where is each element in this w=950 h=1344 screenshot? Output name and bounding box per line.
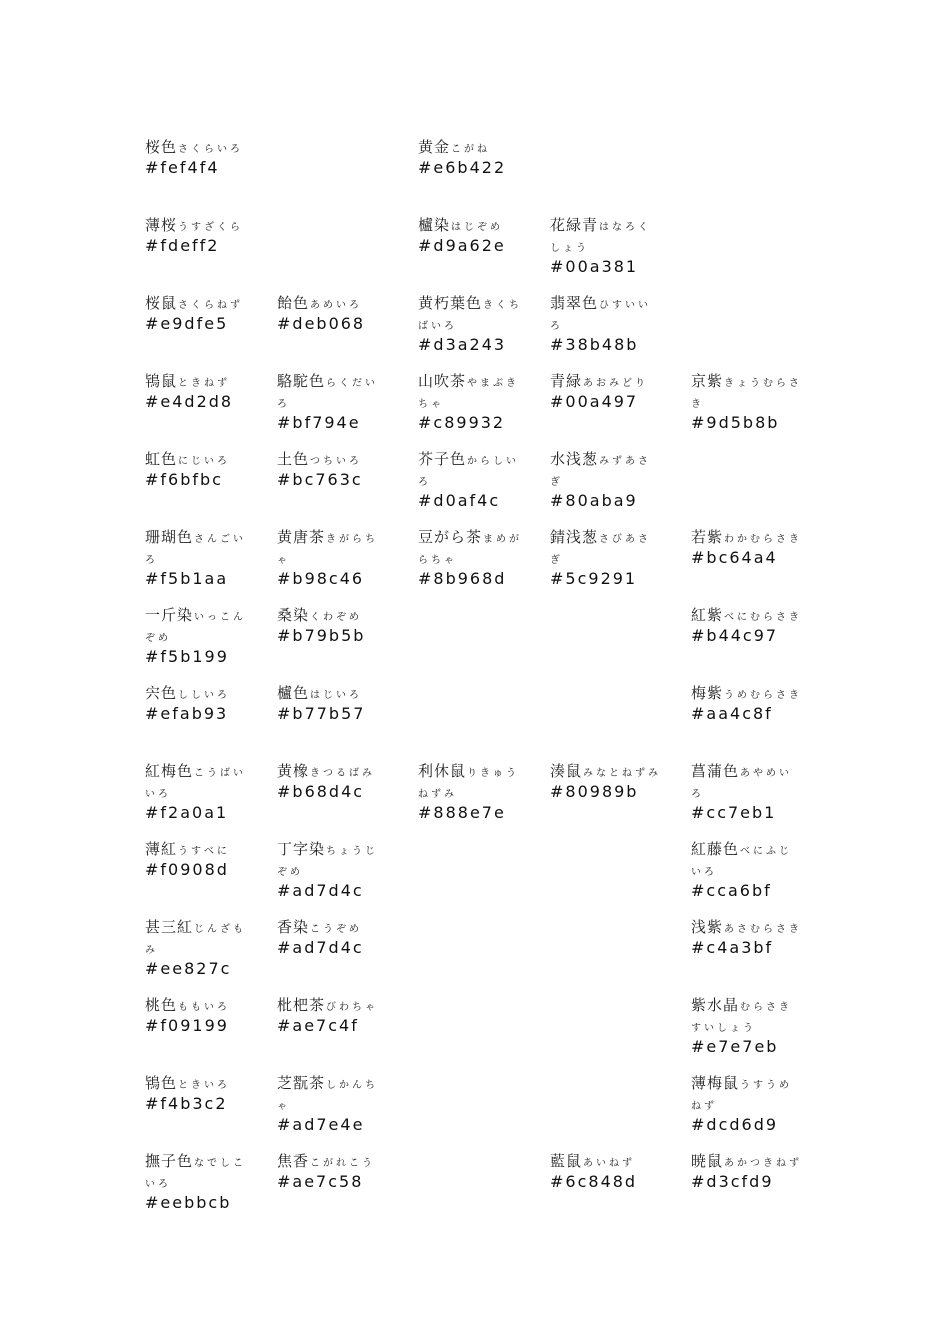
color-entry — [691, 372, 803, 432]
color-reading: あめいろ — [310, 300, 363, 311]
color-name: 紫水晶 — [691, 996, 740, 1014]
color-hex-code: #8b968d — [418, 569, 507, 588]
color-reading: うめむらさき — [724, 690, 803, 701]
color-reading: きがらちゃ — [277, 534, 379, 566]
color-hex-code: #80989b — [550, 782, 639, 801]
color-reading: はなろくしょう — [550, 222, 652, 254]
color-name: 黄唐茶 — [277, 528, 326, 546]
color-reading: はじぞめ — [451, 222, 504, 233]
color-entry — [277, 606, 389, 645]
color-name: 鴇色 — [145, 1074, 178, 1092]
color-entry — [145, 684, 257, 723]
color-name-line — [277, 762, 389, 783]
color-hex-code: #f5b199 — [145, 647, 229, 666]
color-hex-code: #ee827c — [145, 959, 232, 978]
color-reading: さびあさぎ — [550, 534, 652, 566]
color-name: 梅紫 — [691, 684, 724, 702]
color-entry — [277, 528, 389, 588]
color-entry — [418, 216, 530, 255]
color-entry — [277, 996, 389, 1035]
color-name-line — [550, 528, 662, 570]
color-entry — [418, 372, 530, 432]
color-name: 桃色 — [145, 996, 178, 1014]
color-reading: きょうむらさき — [691, 378, 803, 410]
color-hex-code: #ad7d4c — [277, 938, 364, 957]
color-name-line — [691, 762, 803, 804]
color-name-line — [145, 294, 257, 315]
color-reading: ちょうじぞめ — [277, 846, 379, 878]
color-reading: あおみどり — [583, 378, 649, 389]
color-reading: いっこんぞめ — [145, 612, 247, 644]
color-hex-code: #b44c97 — [691, 626, 779, 645]
color-name-line — [691, 840, 803, 882]
color-name-line — [145, 762, 257, 804]
color-reading: まめがらちゃ — [418, 534, 523, 566]
color-reading: あかつきねず — [724, 1158, 803, 1169]
color-reading: わかむらさき — [724, 534, 803, 545]
color-name: 焦香 — [277, 1152, 310, 1170]
color-entry — [145, 606, 257, 666]
color-entry — [277, 372, 389, 432]
color-name: 青緑 — [550, 372, 583, 390]
color-name: 暁鼠 — [691, 1152, 724, 1170]
color-name: 桜鼠 — [145, 294, 178, 312]
color-name: 紅梅色 — [145, 762, 194, 780]
color-name: 櫨染 — [418, 216, 451, 234]
color-reading: らくだいろ — [277, 378, 379, 410]
color-hex-code: #d3a243 — [418, 335, 507, 354]
color-reading: あやめいろ — [691, 768, 793, 800]
color-name: 一斤染 — [145, 606, 194, 624]
color-entry — [145, 996, 257, 1035]
color-name: 紅紫 — [691, 606, 724, 624]
color-name: 芥子色 — [418, 450, 467, 468]
color-entry — [145, 138, 257, 177]
color-hex-code: #ae7c58 — [277, 1172, 364, 1191]
color-name-line — [691, 918, 803, 939]
color-name-line — [550, 1152, 662, 1173]
color-name-line — [691, 528, 803, 549]
color-hex-code: #bf794e — [277, 413, 361, 432]
color-name-line — [691, 684, 803, 705]
color-reading: あさむらさき — [724, 924, 803, 935]
color-name: 黄金 — [418, 138, 451, 156]
color-hex-code: #d0af4c — [418, 491, 501, 510]
color-name: 薄紅 — [145, 840, 178, 858]
color-name: 宍色 — [145, 684, 178, 702]
color-reading: さくらいろ — [178, 144, 244, 155]
color-name-line — [691, 1074, 803, 1116]
color-entry — [550, 1152, 662, 1191]
color-reading: ししいろ — [178, 690, 231, 701]
color-entry — [691, 918, 803, 957]
color-name-line — [550, 450, 662, 492]
color-reading: からしいろ — [418, 456, 520, 488]
color-name: 翡翠色 — [550, 294, 599, 312]
color-reading: あいねず — [583, 1158, 636, 1169]
color-reading: うすうめねず — [691, 1080, 793, 1112]
color-name-line — [418, 762, 530, 804]
color-entry — [550, 450, 662, 510]
color-hex-code: #efab93 — [145, 704, 229, 723]
color-hex-code: #f5b1aa — [145, 569, 229, 588]
color-hex-code: #eebbcb — [145, 1193, 232, 1212]
color-reading: こがね — [451, 144, 491, 155]
color-entry — [550, 762, 662, 801]
color-reading: やまぶきちゃ — [418, 378, 520, 410]
color-hex-code: #d9a62e — [418, 236, 506, 255]
color-name: 珊瑚色 — [145, 528, 194, 546]
color-name-line — [145, 138, 257, 159]
color-entry — [691, 606, 803, 645]
color-name: 鴇鼠 — [145, 372, 178, 390]
color-hex-code: #e9dfe5 — [145, 314, 229, 333]
color-reading: ももいろ — [178, 1002, 231, 1013]
color-entry — [691, 1152, 803, 1191]
color-hex-code: #38b48b — [550, 335, 639, 354]
color-reading: ときいろ — [178, 1080, 231, 1091]
color-reading: にじいろ — [178, 456, 231, 467]
color-name-line — [277, 372, 389, 414]
color-name: 山吹茶 — [418, 372, 467, 390]
color-name-line — [418, 528, 530, 570]
color-name: 紅藤色 — [691, 840, 740, 858]
color-reading: むらさきすいしょう — [691, 1002, 793, 1034]
color-hex-code: #e7e7eb — [691, 1037, 779, 1056]
color-reading: こうぞめ — [310, 924, 363, 935]
color-entry — [550, 294, 662, 354]
color-reading: つちいろ — [310, 456, 363, 467]
color-hex-code: #deb068 — [277, 314, 366, 333]
color-name: 甚三紅 — [145, 918, 194, 936]
color-entry — [277, 450, 389, 489]
color-name: 菖蒲色 — [691, 762, 740, 780]
color-entry — [691, 1074, 803, 1134]
color-reading: ときねず — [178, 378, 231, 389]
color-hex-code: #00a381 — [550, 257, 639, 276]
color-reading: べにむらさき — [724, 612, 803, 623]
color-name-line — [550, 216, 662, 258]
color-hex-code: #cca6bf — [691, 881, 772, 900]
color-name: 錆浅葱 — [550, 528, 599, 546]
color-hex-code: #9d5b8b — [691, 413, 780, 432]
color-name: 虹色 — [145, 450, 178, 468]
color-hex-code: #c4a3bf — [691, 938, 774, 957]
color-name: 薄梅鼠 — [691, 1074, 740, 1092]
color-entry — [418, 138, 530, 177]
color-name-line — [277, 1152, 389, 1173]
color-name-line — [418, 450, 530, 492]
color-name-line — [145, 996, 257, 1017]
color-name-line — [418, 216, 530, 237]
color-entry — [145, 294, 257, 333]
color-name-line — [418, 372, 530, 414]
color-entry — [418, 450, 530, 510]
color-name: 撫子色 — [145, 1152, 194, 1170]
color-entry — [277, 1152, 389, 1191]
color-hex-code: #6c848d — [550, 1172, 638, 1191]
color-name: 若紫 — [691, 528, 724, 546]
color-reading: なでしこいろ — [145, 1158, 247, 1190]
color-hex-code: #80aba9 — [550, 491, 638, 510]
color-entry — [145, 1152, 257, 1212]
color-name-line — [277, 840, 389, 882]
color-name-line — [277, 918, 389, 939]
color-hex-code: #e4d2d8 — [145, 392, 234, 411]
color-hex-code: #c89932 — [418, 413, 506, 432]
color-entry — [145, 762, 257, 822]
color-reading: しかんちゃ — [277, 1080, 379, 1112]
color-entry — [277, 684, 389, 723]
color-hex-code: #dcd6d9 — [691, 1115, 779, 1134]
color-name-line — [691, 606, 803, 627]
color-hex-code: #bc64a4 — [691, 548, 778, 567]
color-entry — [691, 528, 803, 567]
color-hex-code: #b79b5b — [277, 626, 366, 645]
color-name: 桜色 — [145, 138, 178, 156]
color-name: 利休鼠 — [418, 762, 467, 780]
color-reading: はじいろ — [310, 690, 363, 701]
color-name-line — [145, 372, 257, 393]
color-entry — [145, 528, 257, 588]
color-name: 枇杷茶 — [277, 996, 326, 1014]
color-name-line — [550, 762, 662, 783]
color-name-line — [277, 294, 389, 315]
color-reading: みずあさぎ — [550, 456, 652, 488]
color-name-line — [277, 996, 389, 1017]
color-name-line — [550, 372, 662, 393]
color-name-line — [145, 528, 257, 570]
color-entry — [691, 762, 803, 822]
color-reading: こがれこう — [310, 1158, 376, 1169]
color-hex-code: #cc7eb1 — [691, 803, 777, 822]
color-hex-code: #5c9291 — [550, 569, 638, 588]
color-entry — [550, 528, 662, 588]
color-name-line — [691, 996, 803, 1038]
color-hex-code: #aa4c8f — [691, 704, 773, 723]
color-reading: びわちゃ — [326, 1002, 379, 1013]
color-name: 花緑青 — [550, 216, 599, 234]
color-entry — [277, 294, 389, 333]
color-name: 芝翫茶 — [277, 1074, 326, 1092]
color-reading: こうばいいろ — [145, 768, 247, 800]
color-entry — [418, 762, 530, 822]
color-reading: べにふじいろ — [691, 846, 793, 878]
color-entry — [418, 294, 530, 354]
color-name: 土色 — [277, 450, 310, 468]
color-name-line — [145, 684, 257, 705]
color-reading: きくちばいろ — [418, 300, 523, 332]
color-name-line — [277, 606, 389, 627]
color-name: 桑染 — [277, 606, 310, 624]
color-name-line — [277, 528, 389, 570]
color-reading: じんざもみ — [145, 924, 247, 956]
color-entry — [550, 216, 662, 276]
color-entry — [691, 684, 803, 723]
color-name-line — [418, 138, 530, 159]
color-entry — [145, 216, 257, 255]
color-name: 水浅葱 — [550, 450, 599, 468]
color-name-line — [145, 918, 257, 960]
color-hex-code: #f0908d — [145, 860, 229, 879]
color-reading: さんごいろ — [145, 534, 247, 566]
color-hex-code: #b98c46 — [277, 569, 365, 588]
color-name-line — [145, 216, 257, 237]
color-name: 浅紫 — [691, 918, 724, 936]
color-name: 飴色 — [277, 294, 310, 312]
color-entry — [691, 996, 803, 1056]
color-entry — [277, 840, 389, 900]
color-entry — [145, 840, 257, 879]
color-name-line — [277, 684, 389, 705]
color-name-line — [145, 450, 257, 471]
color-name-line — [550, 294, 662, 336]
color-name-line — [277, 450, 389, 471]
color-reading: うすざくら — [178, 222, 244, 233]
color-hex-code: #f2a0a1 — [145, 803, 229, 822]
color-reading: りきゅうねずみ — [418, 768, 520, 800]
color-name: 豆がら茶 — [418, 528, 483, 546]
color-name: 藍鼠 — [550, 1152, 583, 1170]
color-name: 湊鼠 — [550, 762, 583, 780]
color-reading: ひすいいろ — [550, 300, 652, 332]
color-name-line — [277, 1074, 389, 1116]
color-name-line — [691, 372, 803, 414]
color-hex-code: #d3cfd9 — [691, 1172, 774, 1191]
color-entry — [691, 840, 803, 900]
color-entry — [145, 450, 257, 489]
color-name-line — [145, 840, 257, 861]
color-hex-code: #fef4f4 — [145, 158, 220, 177]
color-entry — [550, 372, 662, 411]
color-entry — [145, 372, 257, 411]
color-name: 丁字染 — [277, 840, 326, 858]
color-name: 黄朽葉色 — [418, 294, 483, 312]
color-reading: さくらねず — [178, 300, 244, 311]
color-hex-code: #fdeff2 — [145, 236, 220, 255]
color-hex-code: #bc763c — [277, 470, 363, 489]
color-entry — [277, 1074, 389, 1134]
color-hex-code: #ae7c4f — [277, 1016, 359, 1035]
color-hex-code: #f6bfbc — [145, 470, 223, 489]
color-reading: うすべに — [178, 846, 230, 857]
color-entry — [418, 528, 530, 588]
color-hex-code: #e6b422 — [418, 158, 507, 177]
color-hex-code: #ad7d4c — [277, 881, 364, 900]
color-entry — [277, 918, 389, 957]
color-name-line — [418, 294, 530, 336]
color-hex-code: #f4b3c2 — [145, 1094, 228, 1113]
color-hex-code: #ad7e4e — [277, 1115, 365, 1134]
color-hex-code: #00a497 — [550, 392, 639, 411]
color-reading: くわぞめ — [310, 612, 363, 623]
color-name-line — [145, 606, 257, 648]
color-entry — [277, 762, 389, 801]
color-hex-code: #f09199 — [145, 1016, 229, 1035]
color-name: 駱駝色 — [277, 372, 326, 390]
color-reading: みなとねずみ — [583, 768, 662, 779]
color-hex-code: #b68d4c — [277, 782, 365, 801]
color-reading: きつるばみ — [310, 768, 376, 779]
color-name-line — [145, 1074, 257, 1095]
color-hex-code: #888e7e — [418, 803, 506, 822]
color-hex-code: #b77b57 — [277, 704, 366, 723]
color-entry — [145, 1074, 257, 1113]
color-name: 香染 — [277, 918, 310, 936]
color-name: 黄橡 — [277, 762, 310, 780]
color-name: 京紫 — [691, 372, 724, 390]
color-name: 薄桜 — [145, 216, 178, 234]
color-name: 櫨色 — [277, 684, 310, 702]
color-name-line — [691, 1152, 803, 1173]
color-name-line — [145, 1152, 257, 1194]
color-entry — [145, 918, 257, 978]
